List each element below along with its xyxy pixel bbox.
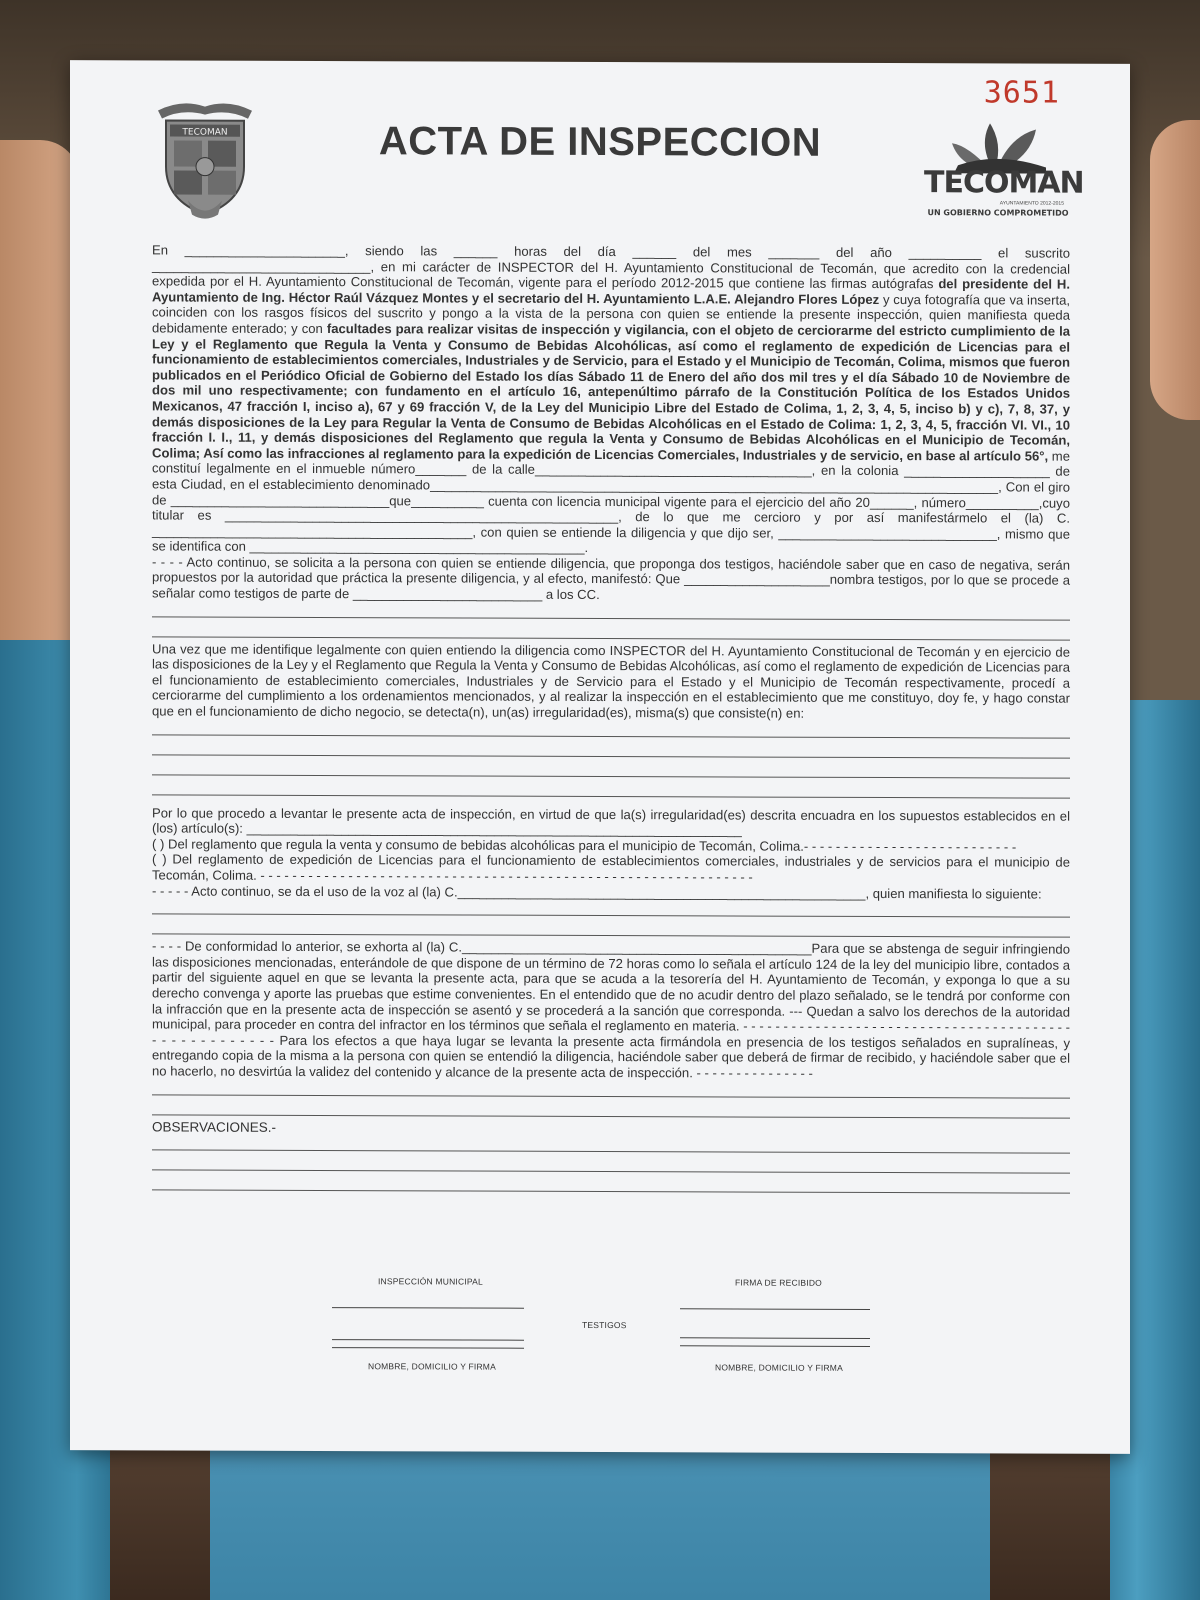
statement-line-1[interactable]: [152, 899, 1070, 918]
left-hand: [0, 140, 80, 700]
serial-number: 3651: [983, 75, 1060, 111]
observations-label: OBSERVACIONES.-: [152, 1118, 277, 1135]
right-hand: [1150, 120, 1200, 420]
logo-slogan: UN GOBIERNO COMPROMETIDO: [927, 208, 1069, 218]
irregularity-line-2[interactable]: [152, 739, 1070, 758]
signature-line-witness-2a[interactable]: [680, 1337, 870, 1339]
irregularity-line-3[interactable]: [152, 759, 1070, 778]
label-name-address-right: NOMBRE, DOMICILIO Y FIRMA: [715, 1362, 843, 1373]
statement-line-2[interactable]: [152, 919, 1070, 938]
exhortation-line-1[interactable]: [152, 1079, 1070, 1098]
form-title: ACTA DE INSPECCION: [378, 119, 822, 165]
exhortation-line-2[interactable]: [152, 1099, 1070, 1118]
signature-line-received[interactable]: [680, 1308, 870, 1310]
paragraph-articles: Por lo que procedo a levantar le presente acta de inspección, en virtud de que la(s) irregularidad(es) descrita encuadra en los supuestos establecidos en el (los) artículo(s): ____________________________________________________________________: [152, 805, 1070, 838]
tecoman-logo: [924, 115, 1084, 226]
label-received-signature: FIRMA DE RECIBIDO: [735, 1277, 822, 1288]
label-municipal-inspection: INSPECCIÓN MUNICIPAL: [378, 1276, 483, 1287]
paragraph-header: En ______________________, siendo las ______ horas del día ______ del mes _______ del año __________ el suscrito ______________________________, en mi carácter de INSPECTOR del H. Ayuntamiento Constitucional de Tecomán, que acredito con la credencial expedida por el H. Ayuntamiento Constitucional de Tecomán, vigente para el período 2012-2015 que contiene las firmas autógrafas del presidente del H. Ayuntamiento de Ing. Héctor Raúl Vázquez Montes y el secretario del H. Ayuntamiento L.A.E. Alejandro Flores López y cuya fotografía que va inserta, coinciden con los rasgos físicos del suscrito y pongo a la vista de la persona con quien se entiende la presente inspección, quien manifiesta queda debidamente enterado; y con facultades para realizar visitas de inspección y vigilancia, con el objeto de cerciorarme del estricto cumplimiento de la Ley y el Reglamento que Regula la Venta y Consumo de Bebidas Alcohólicas, así como el reglamento de expedición de Licencias para el funcionamiento de establecimientos comerciales, Industriales y de Servicio, para el Estado y el Municipio de Tecomán, Colima, mismos que fueron publicados en el Periódico Oficial de Gobierno del Estado los días Sábado 11 de Enero del año dos mil tres y el día Sábado 10 de Noviembre de dos mil uno respectivamente; con fundamento en el artículo 16, antepenúltimo párrafo de la Constitución Política de los Estados Unidos Mexicanos, 47 fracción I, inciso a), 67 y 69 fracción V, de la Ley del Municipio Libre del Estado de Colima, 1, 2, 3, 4, 5, inciso b) y c), 7, 8, 37, y demás disposiciones de la Ley para Regular la Venta de Consumo de Bebidas Alcohólicas en el Estado de Colima: 1, 2, 3, 4, 5, fracción VI. VI., 10 fracción I. I., 11, y demás disposiciones del Reglamento que regula la Venta y Consumo de Bebidas Alcohólicas en el Municipio de Tecomán, Colima; Así como las infracciones al reglamento para la expedición de Licencias Comerciales, Industriales y de servicio, en base al artículo 56°, me constituí legalmente en el inmueble número_______ de la calle______________________________________, en la colonia ____________________ de esta Ciudad, en el establecimiento denominado______________________________________________________________________________, Con el giro de ______________________________que__________ cuenta con licencia municipal vigente para el ejercicio del año 20______, número__________,cuyo titular es ______________________________________________________, de lo que me cercioro y por así manifestármelo el (la) C. ____________________________________________, con quien se entiende la diligencia y que dijo ser, ______________________________, mismo que se identifica con ______________________________________________.: [152, 242, 1071, 556]
irregularity-line-1[interactable]: [152, 719, 1070, 738]
logo-brand: TECOMAN: [924, 165, 1084, 201]
seal-text: TECOMAN: [182, 127, 228, 138]
label-witnesses: TESTIGOS: [582, 1319, 627, 1331]
signature-line-witness-2b[interactable]: [680, 1345, 870, 1347]
inspection-form-paper: [70, 60, 1130, 1454]
paragraph-witnesses: - - - - Acto continuo, se solicita a la persona con quien se entiende diligencia, que proponga dos testigos, haciéndole saber que en caso de negativa, serán propuestos por la autoridad que práctica la presente diligencia, y al efecto, manifestó: Que ____________________nombra testigos, por lo que se procede a señalar como testigos de parte de __________________________ a los CC.: [152, 554, 1070, 603]
signature-line-inspector[interactable]: [332, 1307, 524, 1309]
logo-small-text: AYUNTAMIENTO 2012-2015: [999, 200, 1064, 207]
paragraph-exhortation: - - - - De conformidad lo anterior, se exhorta al (la) C.________________________________________________Para que se abstenga de seguir infringiendo las disposiciones mencionadas, enterándole de que dispone de un término de 72 horas como lo señala el artículo 124 de la ley del municipio libre, contados a partir del siguiente aquel en que se levanta la presente acta, para que se acuda a la tesorería del H. Ayuntamiento de Tecomán, y exponga lo que a su derecho convenga y aporte las pruebas que estime convenientes. En el entendido que de no acudir dentro del plazo señalado, se le tendrá por conforme con la infracción que en la presente acta de inspección se asentó y se procederá a la sanción que corresponda. --- Quedan a salvo los derechos de la autoridad municipal, para proceder en contra del infractor en los términos que señala el reglamento en materia. - - - - - - - - - - - - - - - - - - - - - - - - - - - - - - - - - - - - - - - - - - - - - - - - - - - - - - Para los efectos a que haya lugar se levanta la presente acta firmándola en presencia de los testigos señalados en supralíneas, y entregando copia de la misma a la persona con quien se entendió la diligencia, haciéndole saber que deberá de firmar de recibido, y haciéndole saber que el no hacerlo, no desvirtúa la validez del contenido y alcance de la presente acta de inspección. - - - - - - - - - - - - - - -: [152, 938, 1070, 1081]
paragraph-irregularities: Una vez que me identifique legalmente con quien entiendo la diligencia como INSPECTOR del H. Ayuntamiento Constitucional de Tecomán y en ejercicio de las disposiciones de la Ley y el Reglamento que Regula la Venta y Consumo de Bebidas Alcohólicas, así como el reglamento de expedición de Licencias para el funcionamiento de establecimiento comerciales, Industriales y de Servicio para el Estado y el Municipio de Tecomán respectivamente, procedí a cerciorarme del cumplimiento a los ordenamientos mencionados, y al realizar la inspección en el establecimiento que me constituyo, doy fe, y hago constar que en el funcionamiento de dicho negocio, se detecta(n), un(as) irregularidad(es), misma(s) que consiste(n) en:: [152, 641, 1070, 721]
observations-line-2[interactable]: [152, 1155, 1070, 1174]
witness-line-1[interactable]: [152, 601, 1070, 620]
signature-line-witness-1b[interactable]: [332, 1347, 524, 1349]
option-license-regulation: ( ) Del reglamento de expedición de Licencias para el funcionamiento de establecimientos comerciales, industriales y de servicios para el municipio de Tecomán, Colima. - - - - - - - - - - - - - - - - - - - - - - - - - - - - - - - - - - - - - - - - - - - - - - - - - - - - - - - - - - - - - -: [152, 851, 1070, 885]
option-alcohol-regulation: ( ) Del reglamento que regula la venta y consumo de bebidas alcohólicas para el municipio de Tecomán, Colima.- - - - - - - - - - - - - - - - - - - - - - - - - - -: [152, 836, 1017, 855]
witness-line-2[interactable]: [152, 621, 1070, 640]
observations-line-3[interactable]: [152, 1175, 1070, 1194]
observations-line-1[interactable]: [152, 1135, 1070, 1154]
irregularity-line-4[interactable]: [152, 779, 1070, 798]
form-body: [152, 242, 1070, 1197]
label-name-address-left: NOMBRE, DOMICILIO Y FIRMA: [368, 1361, 496, 1372]
signature-line-witness-1a[interactable]: [332, 1339, 524, 1341]
paragraph-statement: - - - - - Acto continuo, se da el uso de la voz al (la) C.________________________________________________________, quien manifiesta lo siguiente:: [152, 883, 1042, 902]
